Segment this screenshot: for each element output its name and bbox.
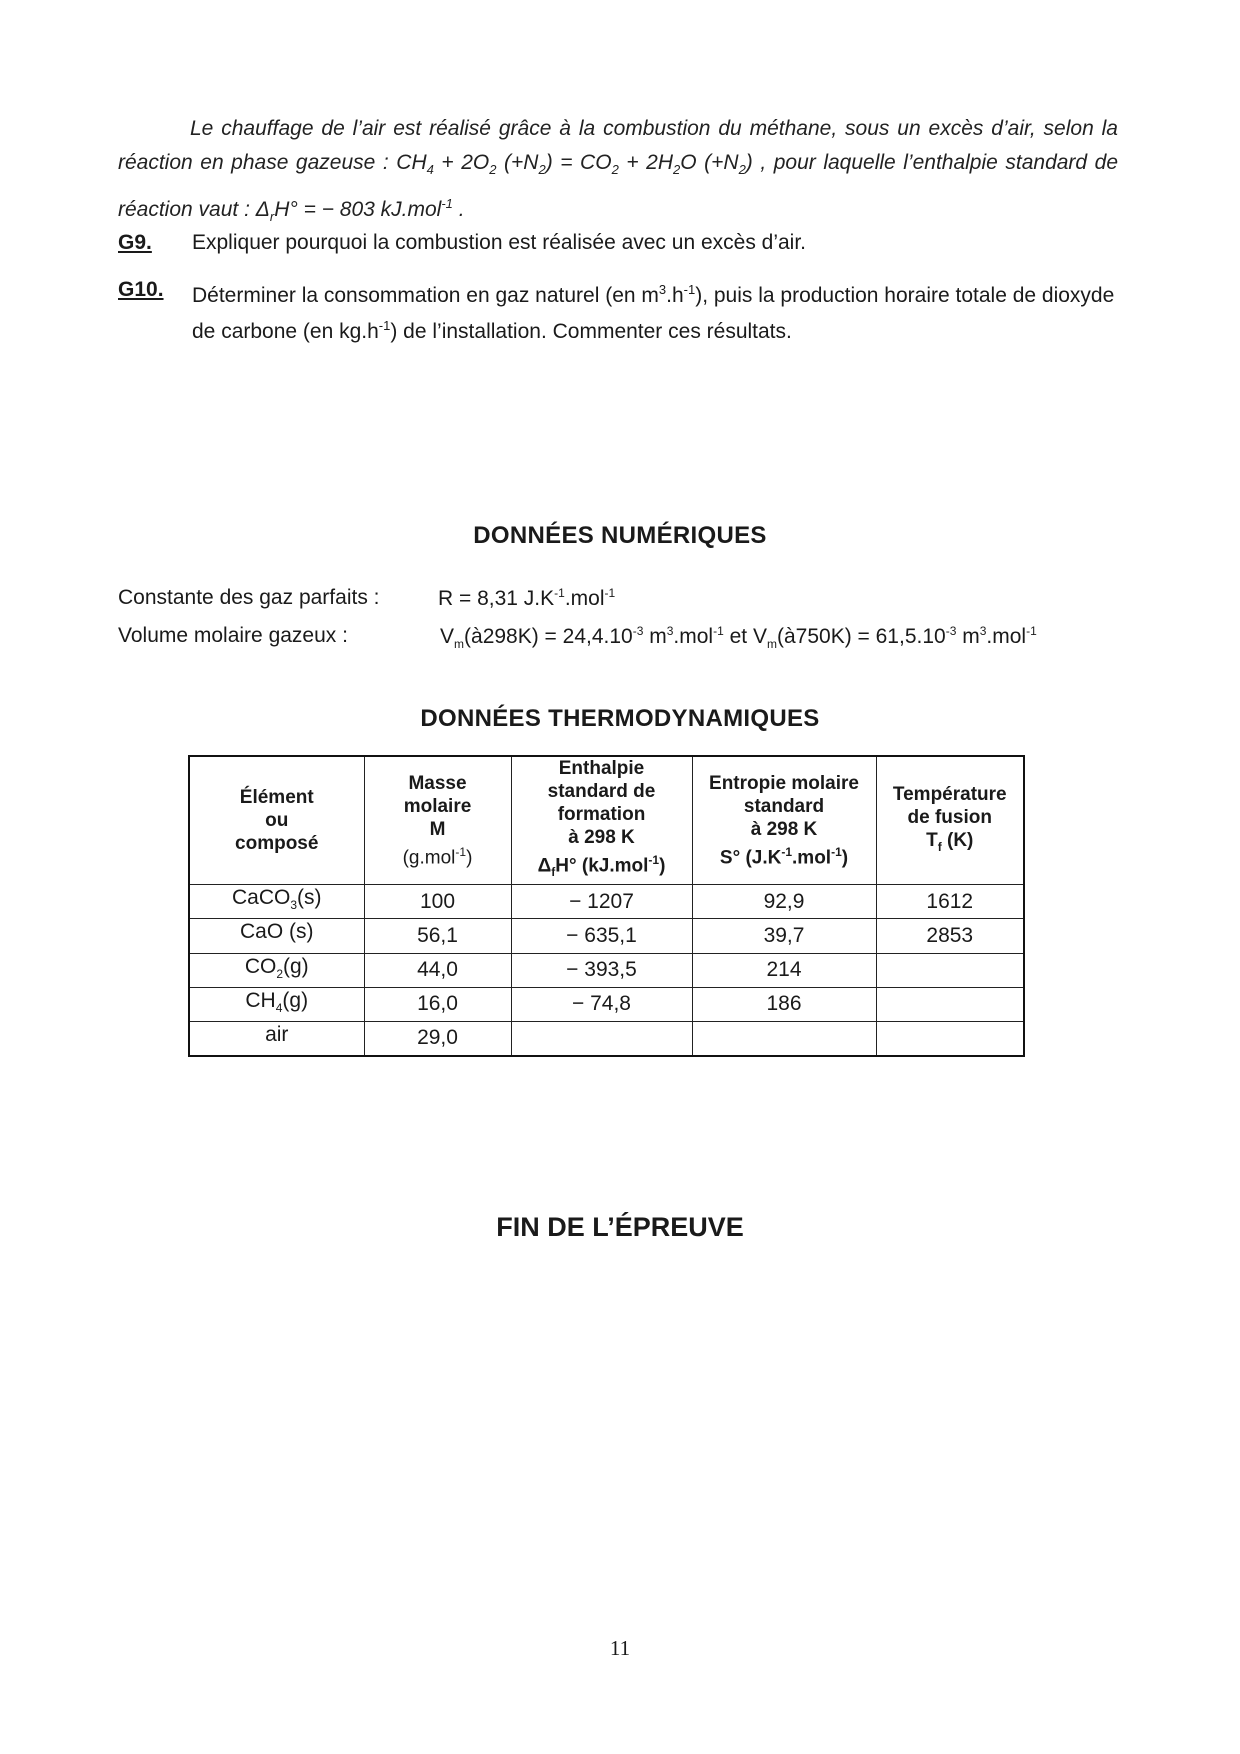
enthalpy-cell: − 1207 bbox=[511, 885, 692, 919]
question-g10 bbox=[118, 275, 1123, 347]
question-text: Expliquer pourquoi la combustion est réalisée avec un excès d’air. bbox=[192, 231, 807, 254]
molar-mass-cell: 29,0 bbox=[364, 1021, 511, 1056]
table-row bbox=[189, 919, 1024, 953]
molar-mass-cell: 100 bbox=[364, 885, 511, 919]
thermo-data-heading: DONNÉES THERMODYNAMIQUES bbox=[420, 705, 820, 732]
combustion-equation: $CH_4 + 2O_2$ $(+N_2) = CO_2 + 2H_2O$ $(+N_2)$ , bbox=[396, 151, 767, 178]
header-molar-entropy: Entropie molaire standard à 298 K S° $(J.K^{-1}.mol^{-1})$ bbox=[692, 756, 876, 885]
header-melting-temperature: Température de fusion $T_f$ (K) bbox=[876, 756, 1024, 885]
reaction-enthalpy: $\Delta_rH^\circ$ = − 803 kJ.mol$^{-1}$ . bbox=[249, 196, 465, 225]
enthalpy-cell: − 393,5 bbox=[511, 953, 692, 987]
entropy-cell: 92,9 bbox=[692, 885, 876, 919]
compound-cell: $CH_4(g)$ bbox=[189, 987, 364, 1021]
molar-volume-label: Volume molaire gazeux : bbox=[118, 624, 348, 647]
table-row bbox=[189, 1021, 1024, 1056]
numeric-data-heading: DONNÉES NUMÉRIQUES bbox=[473, 522, 767, 549]
entropy-cell bbox=[692, 1021, 876, 1056]
melting-temp-cell: 1612 bbox=[876, 885, 1024, 919]
thermo-table bbox=[188, 755, 1025, 1057]
question-g9 bbox=[118, 228, 1123, 258]
table-row bbox=[189, 953, 1024, 987]
question-number: G9. bbox=[118, 231, 152, 254]
entropy-cell: 186 bbox=[692, 987, 876, 1021]
compound-cell: CaCO$_3$(s) bbox=[189, 885, 364, 919]
compound-cell: $CO_2(g)$ bbox=[189, 953, 364, 987]
gas-constant-label: Constante des gaz parfaits : bbox=[118, 586, 380, 609]
page-number: 11 bbox=[609, 1636, 631, 1660]
melting-temp-cell bbox=[876, 1021, 1024, 1056]
molar-mass-cell: 44,0 bbox=[364, 953, 511, 987]
question-number: G10. bbox=[118, 278, 164, 301]
enthalpy-cell bbox=[511, 1021, 692, 1056]
entropy-cell: 214 bbox=[692, 953, 876, 987]
intro-paragraph: Le chauffage de l’air est réalisé grâce à la combustion du méthane, sous un excès d’air, selon la réaction en phase gazeuse : $CH_4 + 2O_2$ $(+N_2) = CO_2 + 2H_2O$ $(+N_2)$ , pour laquelle l’enthalpie standard de réaction vaut : $\Delta_rH^\circ$ = − 803 kJ.mol$^{-1}$ . bbox=[118, 117, 1119, 225]
molar-volume-value: $V_m(à298K) = 24,4.10^{-3}$ $m^3.mol^{-1}$ et $V_m(à750K) = 61,5.10^{-3}$ $m^3.mol^{-1}$ bbox=[440, 624, 1037, 652]
end-of-exam-heading: FIN DE L’ÉPREUVE bbox=[496, 1212, 744, 1242]
question-text: Déterminer la consommation en gaz naturel (en $m^3.h^{-1}$), puis la production horaire totale de dioxyde de carbone (en $kg.h^{-1}$) de l’installation. Commenter ces résultats. bbox=[192, 282, 1115, 343]
melting-temp-cell: 2853 bbox=[876, 919, 1024, 953]
molar-mass-cell: 16,0 bbox=[364, 987, 511, 1021]
header-formation-enthalpy: Enthalpie standard de formation à 298 K $\Delta_fH^\circ$ (kJ.mol$^{-1}$) bbox=[511, 756, 692, 885]
table-header-row bbox=[189, 756, 1024, 885]
header-molar-mass: Masse molaire M (g.mol$^{-1}$) bbox=[364, 756, 511, 885]
melting-temp-cell bbox=[876, 953, 1024, 987]
table-row bbox=[189, 987, 1024, 1021]
gas-constant-value: R = 8,31 $J.K^{-1}.mol^{-1}$ bbox=[438, 586, 616, 610]
compound-cell: CaO (s) bbox=[189, 919, 364, 953]
molar-mass-cell: 56,1 bbox=[364, 919, 511, 953]
table-row bbox=[189, 885, 1024, 919]
enthalpy-cell: − 74,8 bbox=[511, 987, 692, 1021]
entropy-cell: 39,7 bbox=[692, 919, 876, 953]
melting-temp-cell bbox=[876, 987, 1024, 1021]
header-element: Élément ou composé bbox=[189, 756, 364, 885]
enthalpy-cell: − 635,1 bbox=[511, 919, 692, 953]
compound-cell: air bbox=[189, 1021, 364, 1056]
